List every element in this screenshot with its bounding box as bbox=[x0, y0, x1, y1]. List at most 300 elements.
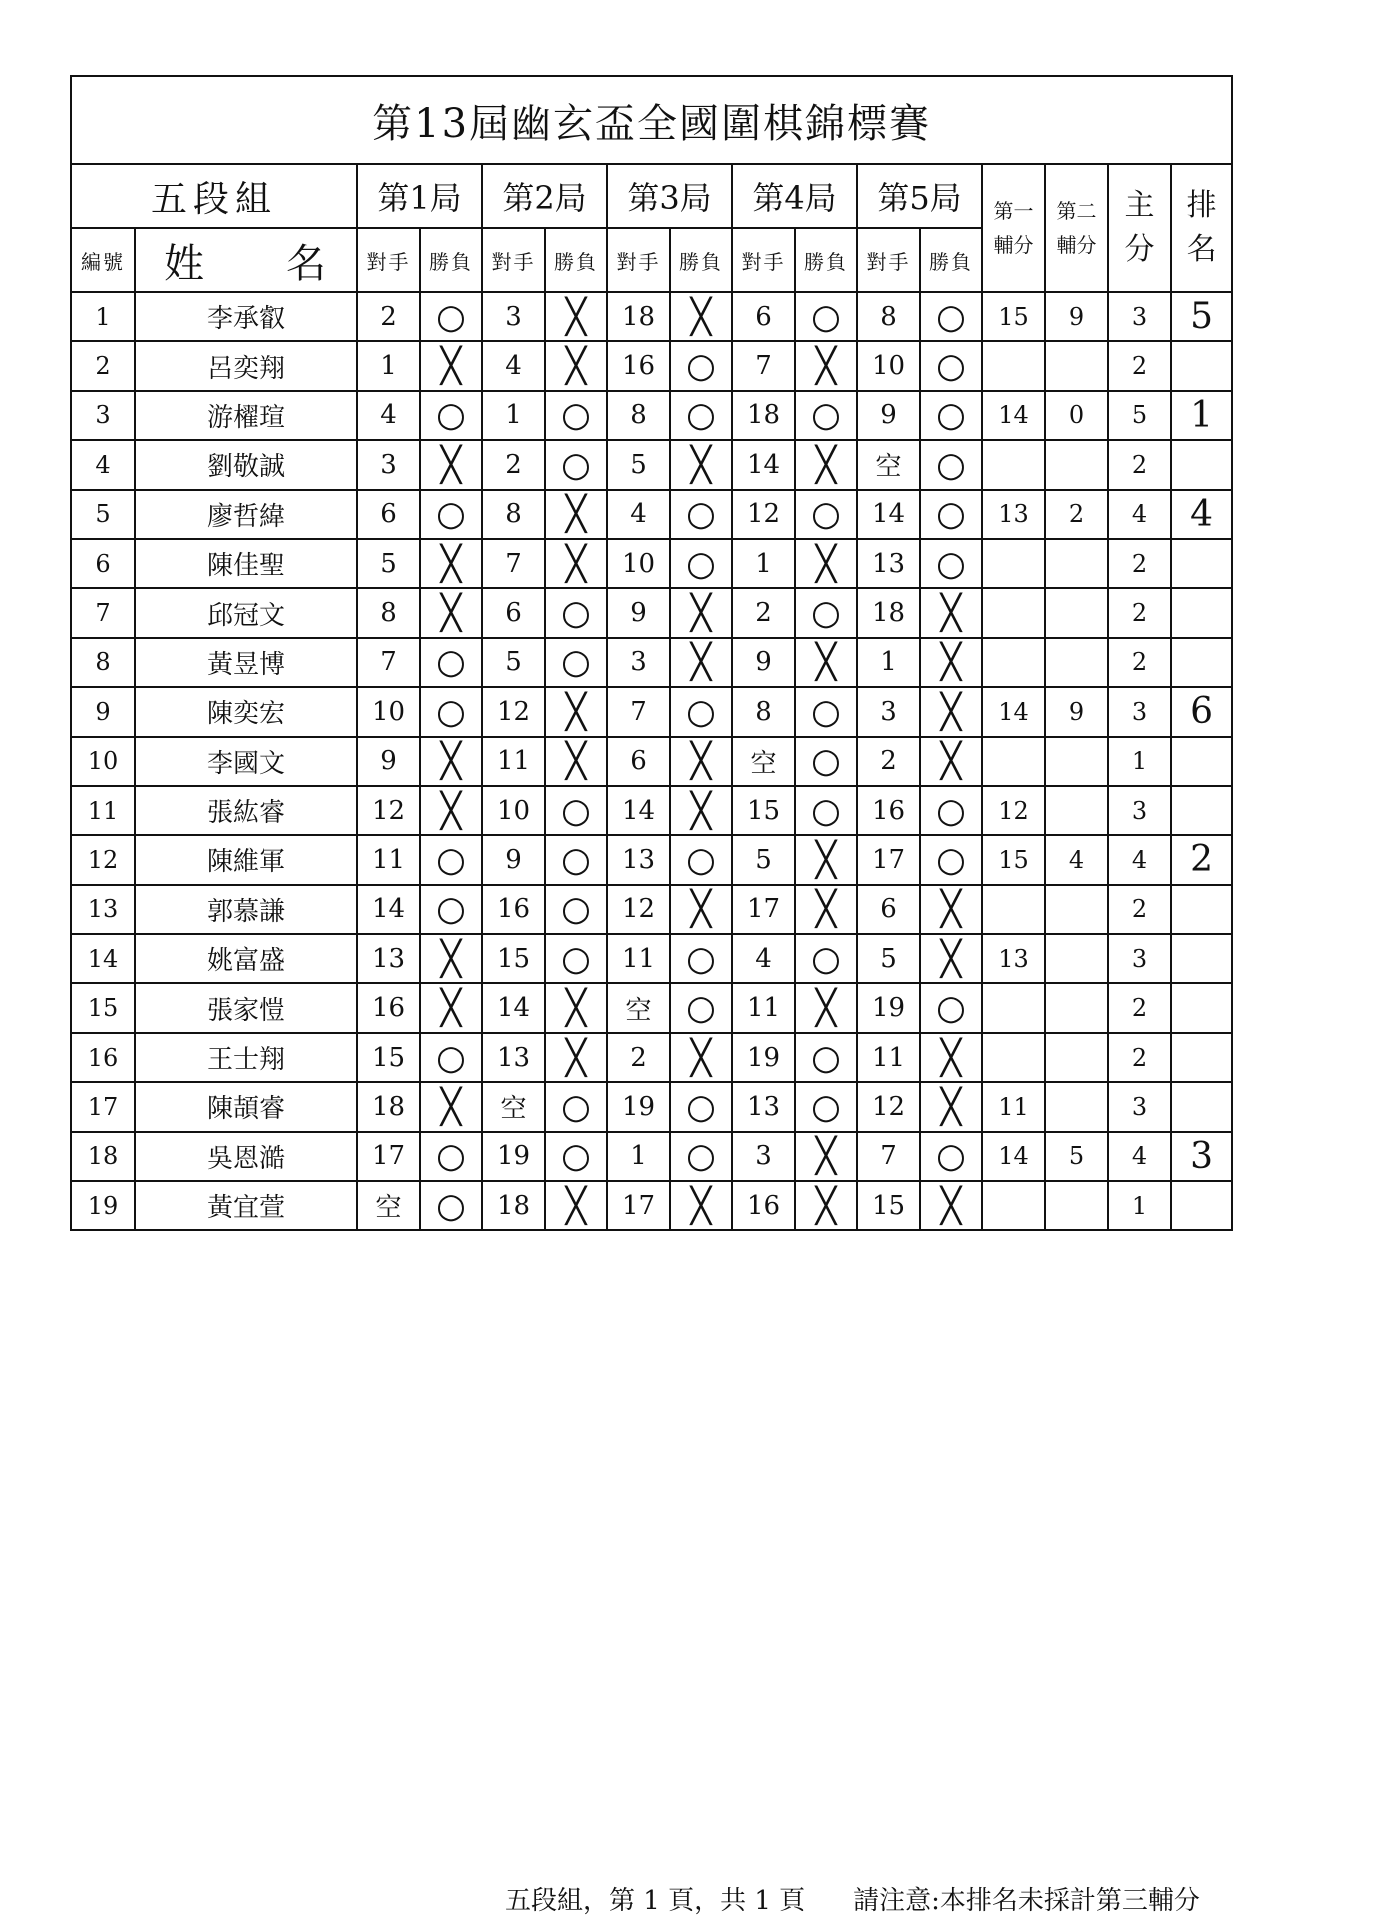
round-opponent: 8 bbox=[357, 588, 420, 637]
table-row bbox=[71, 1132, 1232, 1181]
round-result: ○ bbox=[420, 490, 482, 539]
tiebreak1-score bbox=[982, 638, 1045, 687]
round-opponent: 空 bbox=[357, 1181, 420, 1230]
round-opponent: 13 bbox=[857, 539, 920, 588]
round-result: ○ bbox=[545, 1132, 607, 1181]
round-result: ○ bbox=[670, 934, 732, 983]
rank-header-line2: 名 bbox=[1186, 232, 1217, 267]
tiebreak2-score bbox=[1045, 1082, 1108, 1131]
main-score-header-line2: 分 bbox=[1124, 232, 1155, 267]
round-result: ╳ bbox=[670, 440, 732, 489]
main-score: 4 bbox=[1108, 835, 1171, 884]
round-result: ○ bbox=[670, 1132, 732, 1181]
tiebreak1-score: 14 bbox=[982, 391, 1045, 440]
player-number: 14 bbox=[71, 934, 135, 983]
round-result: ○ bbox=[545, 835, 607, 884]
round-opponent: 空 bbox=[607, 983, 670, 1032]
round-result: ╳ bbox=[670, 1181, 732, 1230]
tiebreak2-score: 2 bbox=[1045, 490, 1108, 539]
round-result: ╳ bbox=[795, 638, 857, 687]
round-result: ○ bbox=[795, 786, 857, 835]
player-name: 呂奕翔 bbox=[135, 341, 357, 390]
footer-note: 請注意:本排名未採計第三輔分 bbox=[853, 1886, 1200, 1916]
round-opponent: 17 bbox=[357, 1132, 420, 1181]
tiebreak2-header bbox=[1045, 164, 1108, 292]
result-header: 勝負 bbox=[795, 228, 857, 292]
tiebreak1-score bbox=[982, 341, 1045, 390]
round-opponent: 5 bbox=[357, 539, 420, 588]
round-result: ╳ bbox=[420, 737, 482, 786]
tiebreak1-score bbox=[982, 1181, 1045, 1230]
player-name: 劉敬誠 bbox=[135, 440, 357, 489]
rank-value bbox=[1171, 885, 1232, 934]
round-result: ╳ bbox=[420, 440, 482, 489]
tiebreak1-header-line1: 第一 bbox=[993, 199, 1034, 223]
round-opponent: 14 bbox=[482, 983, 545, 1032]
tiebreak1-header bbox=[982, 164, 1045, 292]
round-header: 第5局 bbox=[857, 164, 982, 228]
round-opponent: 空 bbox=[732, 737, 795, 786]
round-result: ○ bbox=[920, 391, 982, 440]
name-header bbox=[135, 228, 357, 292]
round-opponent: 19 bbox=[607, 1082, 670, 1131]
round-opponent: 2 bbox=[857, 737, 920, 786]
player-number: 7 bbox=[71, 588, 135, 637]
tiebreak1-score: 14 bbox=[982, 1132, 1045, 1181]
player-number: 13 bbox=[71, 885, 135, 934]
main-score: 2 bbox=[1108, 588, 1171, 637]
round-result: ○ bbox=[545, 786, 607, 835]
round-result: ○ bbox=[795, 490, 857, 539]
rank-value: 3 bbox=[1171, 1132, 1232, 1181]
round-header: 第2局 bbox=[482, 164, 607, 228]
player-number: 8 bbox=[71, 638, 135, 687]
round-result: ○ bbox=[920, 983, 982, 1032]
round-opponent: 12 bbox=[857, 1082, 920, 1131]
round-result: ○ bbox=[795, 292, 857, 341]
opponent-header: 對手 bbox=[857, 228, 920, 292]
round-result: ╳ bbox=[920, 638, 982, 687]
round-opponent: 9 bbox=[357, 737, 420, 786]
player-name: 郭慕謙 bbox=[135, 885, 357, 934]
round-opponent: 16 bbox=[482, 885, 545, 934]
round-opponent: 18 bbox=[482, 1181, 545, 1230]
round-opponent: 8 bbox=[607, 391, 670, 440]
round-result: ○ bbox=[920, 1132, 982, 1181]
rank-header bbox=[1171, 164, 1232, 292]
player-number: 1 bbox=[71, 292, 135, 341]
round-opponent: 6 bbox=[607, 737, 670, 786]
player-name: 陳佳聖 bbox=[135, 539, 357, 588]
round-result: ╳ bbox=[795, 341, 857, 390]
tiebreak1-score bbox=[982, 737, 1045, 786]
tiebreak1-score bbox=[982, 588, 1045, 637]
round-opponent: 6 bbox=[357, 490, 420, 539]
main-score: 3 bbox=[1108, 934, 1171, 983]
player-name: 陳維軍 bbox=[135, 835, 357, 884]
round-opponent: 6 bbox=[732, 292, 795, 341]
tiebreak2-score bbox=[1045, 440, 1108, 489]
round-header: 第1局 bbox=[357, 164, 482, 228]
table-row bbox=[71, 885, 1232, 934]
round-opponent: 11 bbox=[857, 1033, 920, 1082]
main-score: 2 bbox=[1108, 638, 1171, 687]
player-name: 邱冠文 bbox=[135, 588, 357, 637]
tiebreak1-score bbox=[982, 983, 1045, 1032]
round-result: ○ bbox=[795, 687, 857, 736]
table-row bbox=[71, 687, 1232, 736]
round-opponent: 17 bbox=[607, 1181, 670, 1230]
round-result: ╳ bbox=[795, 1181, 857, 1230]
round-result: ╳ bbox=[420, 1082, 482, 1131]
round-opponent: 13 bbox=[357, 934, 420, 983]
round-result: ○ bbox=[420, 835, 482, 884]
round-opponent: 18 bbox=[857, 588, 920, 637]
results-table bbox=[70, 75, 1233, 1231]
main-score: 3 bbox=[1108, 687, 1171, 736]
opponent-header: 對手 bbox=[482, 228, 545, 292]
round-opponent: 16 bbox=[732, 1181, 795, 1230]
rank-value: 5 bbox=[1171, 292, 1232, 341]
round-result: ○ bbox=[920, 786, 982, 835]
player-number: 3 bbox=[71, 391, 135, 440]
round-opponent: 14 bbox=[732, 440, 795, 489]
tiebreak1-score: 13 bbox=[982, 934, 1045, 983]
table-row bbox=[71, 588, 1232, 637]
group-label: 五段組 bbox=[71, 164, 357, 228]
table-row bbox=[71, 341, 1232, 390]
main-score-header-line1: 主 bbox=[1124, 188, 1155, 223]
round-result: ○ bbox=[670, 983, 732, 1032]
player-name: 吳恩澔 bbox=[135, 1132, 357, 1181]
round-opponent: 12 bbox=[732, 490, 795, 539]
round-result: ╳ bbox=[795, 885, 857, 934]
tiebreak2-score bbox=[1045, 638, 1108, 687]
tiebreak2-score: 4 bbox=[1045, 835, 1108, 884]
rank-value bbox=[1171, 539, 1232, 588]
round-result: ╳ bbox=[920, 1033, 982, 1082]
round-result: ╳ bbox=[545, 737, 607, 786]
round-result: ╳ bbox=[920, 1181, 982, 1230]
round-opponent: 空 bbox=[857, 440, 920, 489]
tiebreak2-header-line2: 輔分 bbox=[1056, 233, 1097, 257]
main-score: 2 bbox=[1108, 440, 1171, 489]
round-opponent: 3 bbox=[357, 440, 420, 489]
round-result: ○ bbox=[420, 1033, 482, 1082]
round-opponent: 9 bbox=[732, 638, 795, 687]
player-name: 姚富盛 bbox=[135, 934, 357, 983]
round-opponent: 7 bbox=[482, 539, 545, 588]
rank-value bbox=[1171, 588, 1232, 637]
round-result: ○ bbox=[920, 490, 982, 539]
rank-value bbox=[1171, 1082, 1232, 1131]
round-opponent: 19 bbox=[857, 983, 920, 1032]
round-opponent: 14 bbox=[607, 786, 670, 835]
round-opponent: 2 bbox=[357, 292, 420, 341]
round-opponent: 5 bbox=[482, 638, 545, 687]
tiebreak2-score bbox=[1045, 1033, 1108, 1082]
round-result: ○ bbox=[920, 341, 982, 390]
main-score: 2 bbox=[1108, 1033, 1171, 1082]
round-result: ○ bbox=[545, 391, 607, 440]
table-row bbox=[71, 835, 1232, 884]
table-row bbox=[71, 539, 1232, 588]
round-result: ╳ bbox=[420, 588, 482, 637]
round-result: ╳ bbox=[795, 983, 857, 1032]
round-result: ○ bbox=[420, 885, 482, 934]
round-opponent: 4 bbox=[482, 341, 545, 390]
round-opponent: 6 bbox=[482, 588, 545, 637]
round-result: ╳ bbox=[920, 1082, 982, 1131]
round-result: ○ bbox=[545, 885, 607, 934]
round-result: ○ bbox=[670, 341, 732, 390]
round-result: ○ bbox=[670, 490, 732, 539]
round-opponent: 5 bbox=[732, 835, 795, 884]
round-result: ○ bbox=[670, 539, 732, 588]
round-opponent: 16 bbox=[357, 983, 420, 1032]
rank-value bbox=[1171, 983, 1232, 1032]
main-score: 1 bbox=[1108, 1181, 1171, 1230]
round-result: ╳ bbox=[920, 934, 982, 983]
tiebreak2-score bbox=[1045, 737, 1108, 786]
tiebreak1-score: 15 bbox=[982, 292, 1045, 341]
round-opponent: 10 bbox=[857, 341, 920, 390]
round-result: ╳ bbox=[545, 341, 607, 390]
round-result: ○ bbox=[920, 440, 982, 489]
rank-value: 6 bbox=[1171, 687, 1232, 736]
round-result: ○ bbox=[420, 1132, 482, 1181]
round-result: ╳ bbox=[545, 539, 607, 588]
player-number: 19 bbox=[71, 1181, 135, 1230]
table-row bbox=[71, 1181, 1232, 1230]
round-result: ╳ bbox=[920, 737, 982, 786]
round-opponent: 10 bbox=[357, 687, 420, 736]
tiebreak2-score: 5 bbox=[1045, 1132, 1108, 1181]
round-opponent: 9 bbox=[857, 391, 920, 440]
player-number: 18 bbox=[71, 1132, 135, 1181]
round-opponent: 18 bbox=[607, 292, 670, 341]
table-row bbox=[71, 638, 1232, 687]
table-row bbox=[71, 934, 1232, 983]
round-result: ╳ bbox=[670, 638, 732, 687]
round-result: ○ bbox=[920, 292, 982, 341]
round-opponent: 15 bbox=[857, 1181, 920, 1230]
round-result: ╳ bbox=[670, 786, 732, 835]
round-result: ╳ bbox=[420, 934, 482, 983]
round-result: ○ bbox=[795, 391, 857, 440]
tiebreak2-score: 9 bbox=[1045, 292, 1108, 341]
table-row bbox=[71, 737, 1232, 786]
round-opponent: 10 bbox=[607, 539, 670, 588]
round-result: ╳ bbox=[545, 1181, 607, 1230]
round-opponent: 19 bbox=[732, 1033, 795, 1082]
player-number: 11 bbox=[71, 786, 135, 835]
table-row bbox=[71, 391, 1232, 440]
table-row bbox=[71, 440, 1232, 489]
round-result: ○ bbox=[420, 1181, 482, 1230]
round-opponent: 3 bbox=[732, 1132, 795, 1181]
round-opponent: 11 bbox=[482, 737, 545, 786]
round-opponent: 18 bbox=[732, 391, 795, 440]
round-opponent: 3 bbox=[857, 687, 920, 736]
number-header: 編號 bbox=[71, 228, 135, 292]
main-score: 2 bbox=[1108, 341, 1171, 390]
round-opponent: 8 bbox=[482, 490, 545, 539]
player-number: 2 bbox=[71, 341, 135, 390]
table-row bbox=[71, 292, 1232, 341]
round-opponent: 14 bbox=[857, 490, 920, 539]
opponent-header: 對手 bbox=[607, 228, 670, 292]
player-name: 張紘睿 bbox=[135, 786, 357, 835]
rank-header-line1: 排 bbox=[1186, 188, 1217, 223]
round-result: ╳ bbox=[795, 539, 857, 588]
player-number: 15 bbox=[71, 983, 135, 1032]
player-name: 陳奕宏 bbox=[135, 687, 357, 736]
rank-value: 4 bbox=[1171, 490, 1232, 539]
player-rows bbox=[71, 292, 1232, 1230]
table-row bbox=[71, 490, 1232, 539]
round-result: ╳ bbox=[920, 687, 982, 736]
round-opponent: 9 bbox=[482, 835, 545, 884]
round-opponent: 17 bbox=[857, 835, 920, 884]
round-result: ╳ bbox=[795, 1132, 857, 1181]
main-score: 4 bbox=[1108, 1132, 1171, 1181]
round-result: ○ bbox=[920, 539, 982, 588]
round-result: ╳ bbox=[670, 885, 732, 934]
round-opponent: 13 bbox=[732, 1082, 795, 1131]
round-result: ○ bbox=[420, 638, 482, 687]
round-opponent: 1 bbox=[732, 539, 795, 588]
round-opponent: 2 bbox=[732, 588, 795, 637]
round-result: ╳ bbox=[420, 786, 482, 835]
round-opponent: 14 bbox=[357, 885, 420, 934]
player-name: 黃宜萱 bbox=[135, 1181, 357, 1230]
round-result: ○ bbox=[545, 934, 607, 983]
round-result: ○ bbox=[545, 1082, 607, 1131]
player-name: 陳頡睿 bbox=[135, 1082, 357, 1131]
rank-value bbox=[1171, 786, 1232, 835]
result-header: 勝負 bbox=[670, 228, 732, 292]
tiebreak2-header-line1: 第二 bbox=[1056, 199, 1097, 223]
main-score: 2 bbox=[1108, 983, 1171, 1032]
main-score: 1 bbox=[1108, 737, 1171, 786]
round-opponent: 13 bbox=[482, 1033, 545, 1082]
round-opponent: 12 bbox=[482, 687, 545, 736]
round-result: ╳ bbox=[670, 292, 732, 341]
tiebreak1-score bbox=[982, 885, 1045, 934]
round-result: ╳ bbox=[920, 588, 982, 637]
result-header: 勝負 bbox=[545, 228, 607, 292]
round-opponent: 5 bbox=[857, 934, 920, 983]
round-opponent: 16 bbox=[607, 341, 670, 390]
round-result: ○ bbox=[920, 835, 982, 884]
tiebreak1-header-line2: 輔分 bbox=[993, 233, 1034, 257]
round-opponent: 17 bbox=[732, 885, 795, 934]
round-result: ○ bbox=[545, 440, 607, 489]
round-result: ╳ bbox=[795, 440, 857, 489]
round-opponent: 4 bbox=[732, 934, 795, 983]
table-row bbox=[71, 786, 1232, 835]
player-number: 12 bbox=[71, 835, 135, 884]
table-row bbox=[71, 983, 1232, 1032]
player-number: 16 bbox=[71, 1033, 135, 1082]
round-opponent: 5 bbox=[607, 440, 670, 489]
tiebreak2-score bbox=[1045, 539, 1108, 588]
tiebreak1-score: 15 bbox=[982, 835, 1045, 884]
tiebreak1-score bbox=[982, 1033, 1045, 1082]
round-opponent: 16 bbox=[857, 786, 920, 835]
round-opponent: 15 bbox=[357, 1033, 420, 1082]
round-opponent: 13 bbox=[607, 835, 670, 884]
round-result: ╳ bbox=[545, 490, 607, 539]
tiebreak2-score bbox=[1045, 341, 1108, 390]
round-opponent: 11 bbox=[357, 835, 420, 884]
tiebreak1-score: 13 bbox=[982, 490, 1045, 539]
main-score: 5 bbox=[1108, 391, 1171, 440]
round-result: ○ bbox=[795, 588, 857, 637]
main-score-header bbox=[1108, 164, 1171, 292]
round-result: ○ bbox=[420, 687, 482, 736]
player-name: 張家愷 bbox=[135, 983, 357, 1032]
tiebreak2-score bbox=[1045, 983, 1108, 1032]
tiebreak2-score bbox=[1045, 786, 1108, 835]
round-opponent: 3 bbox=[607, 638, 670, 687]
round-result: ╳ bbox=[545, 1033, 607, 1082]
round-header: 第3局 bbox=[607, 164, 732, 228]
round-result: ╳ bbox=[545, 687, 607, 736]
opponent-header: 對手 bbox=[357, 228, 420, 292]
result-header: 勝負 bbox=[420, 228, 482, 292]
round-opponent: 1 bbox=[482, 391, 545, 440]
tiebreak2-score bbox=[1045, 588, 1108, 637]
main-score: 3 bbox=[1108, 786, 1171, 835]
round-result: ○ bbox=[545, 588, 607, 637]
main-score: 3 bbox=[1108, 1082, 1171, 1131]
player-number: 9 bbox=[71, 687, 135, 736]
main-score: 2 bbox=[1108, 885, 1171, 934]
round-opponent: 10 bbox=[482, 786, 545, 835]
round-opponent: 2 bbox=[607, 1033, 670, 1082]
round-opponent: 9 bbox=[607, 588, 670, 637]
round-opponent: 7 bbox=[732, 341, 795, 390]
round-result: ○ bbox=[670, 687, 732, 736]
table-title: 第13屆幽玄盃全國圍棋錦標賽 bbox=[71, 76, 1232, 164]
opponent-header: 對手 bbox=[732, 228, 795, 292]
name-header-part1: 姓 bbox=[164, 240, 206, 287]
player-number: 10 bbox=[71, 737, 135, 786]
round-opponent: 7 bbox=[607, 687, 670, 736]
round-result: ╳ bbox=[420, 983, 482, 1032]
player-number: 17 bbox=[71, 1082, 135, 1131]
round-opponent: 15 bbox=[732, 786, 795, 835]
tiebreak2-score bbox=[1045, 885, 1108, 934]
round-opponent: 12 bbox=[357, 786, 420, 835]
player-name: 廖哲緯 bbox=[135, 490, 357, 539]
round-result: ○ bbox=[420, 292, 482, 341]
round-result: ○ bbox=[670, 835, 732, 884]
round-result: ╳ bbox=[670, 588, 732, 637]
round-opponent: 11 bbox=[607, 934, 670, 983]
player-number: 6 bbox=[71, 539, 135, 588]
round-opponent: 6 bbox=[857, 885, 920, 934]
round-result: ○ bbox=[545, 638, 607, 687]
tiebreak2-score bbox=[1045, 934, 1108, 983]
round-result: ○ bbox=[795, 1082, 857, 1131]
round-opponent: 7 bbox=[857, 1132, 920, 1181]
round-result: ╳ bbox=[545, 292, 607, 341]
table-row bbox=[71, 1033, 1232, 1082]
round-result: ╳ bbox=[795, 835, 857, 884]
